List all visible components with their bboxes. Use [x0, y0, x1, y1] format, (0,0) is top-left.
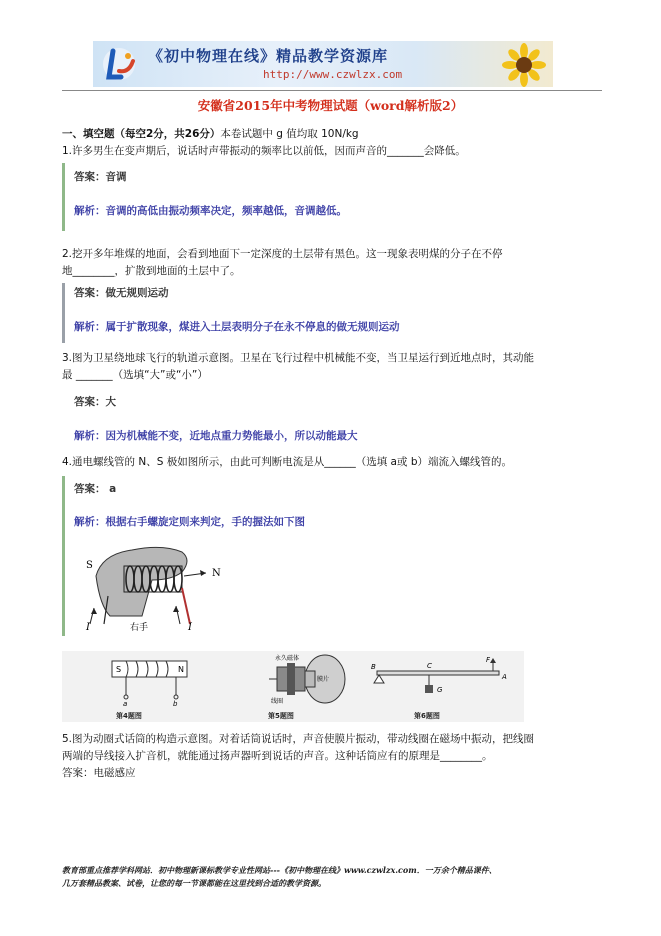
- question-3-line2: 最 _______（选填“大”或“小”）: [62, 369, 208, 381]
- answer-block-2: [62, 283, 482, 343]
- question-5-line1: 5.图为动圈式话筒的构造示意图。对着话筒说话时，声音使膜片振动，带动线圈在磁场中振动，把线圈: [62, 733, 535, 745]
- explanation-4: 解析：根据右手螺旋定则来判定，手的握法如下图: [74, 516, 305, 528]
- answer-bar: [62, 163, 65, 231]
- answer-block-3: [62, 392, 462, 446]
- fig4-s-label: S: [116, 665, 122, 674]
- question-5-line2: 两端的导线接入扩音机，就能通过扬声器听到说话的声音。这种话筒应有的原理是________。: [62, 750, 493, 762]
- fig5-magnet-label: 永久磁体: [275, 655, 300, 662]
- answer-5: 答案：电磁感应: [62, 767, 136, 779]
- document-title: 安徽省2015年中考物理试题（word解析版2）: [197, 98, 464, 113]
- explanation-1: 解析：音调的高低由振动频率决定，频率越低，音调越低。: [74, 205, 347, 217]
- fig5-membrane-label: 膜片: [317, 676, 330, 683]
- answer-block-4: [62, 476, 362, 636]
- answer-1: 答案：音调: [74, 171, 127, 183]
- fig6-caption: 第6题图: [414, 712, 440, 720]
- question-2-line2: 地________，扩散到地面的土层中了。: [62, 265, 241, 277]
- question-2-line1: 2.挖开多年堆煤的地面，会看到地面下一定深度的土层带有黑色。这一现象表明煤的分子在不停: [62, 248, 503, 260]
- figure-5-microphone: [247, 653, 367, 707]
- figures-strip: [62, 651, 524, 722]
- answer-4: 答案： a: [74, 483, 117, 495]
- footer-line-2: 几万套精品教案、试卷，让您的每一节课都能在这里找到合适的教学资源。: [62, 878, 326, 888]
- fig4-n-label: N: [178, 665, 184, 674]
- fig4-caption: 第4题图: [116, 712, 142, 720]
- fig4-b-label: b: [173, 700, 178, 707]
- answer-bar: [62, 283, 65, 343]
- question-3-line1: 3.图为卫星绕地球飞行的轨道示意图。卫星在飞行过程中机械能不变，当卫星运行到近地点时，其动能: [62, 352, 535, 364]
- site-logo-icon: [99, 45, 139, 83]
- page-footer: [62, 864, 602, 890]
- fig-n-label: N: [212, 568, 221, 579]
- section-note: 本卷试题中 g 值均取 10N/kg: [220, 128, 359, 140]
- explanation-2: 解析：属于扩散现象，煤进入土层表明分子在永不停息的做无规则运动: [74, 321, 400, 333]
- fig-current-label-left: I: [86, 622, 90, 631]
- banner-title: 《初中物理在线》精品教学资源库: [148, 47, 389, 65]
- fig6-c-label: C: [427, 662, 432, 670]
- fig5-coil-label: 线圈: [271, 698, 284, 705]
- answer-2: 答案：做无规则运动: [74, 287, 169, 299]
- fig6-a-label: A: [502, 673, 507, 681]
- answer-bar: [62, 476, 65, 636]
- sunflower-icon: [499, 43, 549, 87]
- figure-4-solenoid: [92, 657, 212, 707]
- right-hand-rule-figure: [82, 536, 262, 631]
- fig6-b-label: B: [371, 663, 376, 671]
- fig4-a-label: a: [123, 700, 128, 707]
- answer-3: 答案：大: [74, 396, 116, 408]
- fig6-f-label: F: [486, 656, 491, 664]
- fig5-caption: 第5题图: [268, 712, 294, 720]
- fig-current-label-right: I: [188, 622, 192, 631]
- header-banner: [93, 41, 553, 87]
- section-heading-row: [62, 126, 359, 142]
- fig-s-label: S: [86, 560, 93, 571]
- answer-block-1: [62, 163, 462, 231]
- figure-6-lever: [367, 655, 517, 707]
- banner-url[interactable]: http://www.czwlzx.com: [263, 68, 403, 81]
- question-4-text: 4.通电螺线管的 N、S 极如图所示，由此可判断电流是从______（选填 a或 b）端流入螺线管的。: [62, 456, 512, 468]
- question-1-text: 1.许多男生在变声期后，说话时声带振动的频率比以前低，因而声音的_______会降低。: [62, 145, 466, 157]
- header-rule: [62, 90, 602, 91]
- footer-line-1: 教育部重点推荐学科网站．初中物理新课标教学专业性网站---《初中物理在线》www.czwlzx.com．一万余个精品课件、: [62, 865, 497, 875]
- section-heading: 一、填空题（每空2分，共26分）: [62, 128, 221, 140]
- fig6-g-label: G: [437, 686, 443, 694]
- fig-hand-label: 右手: [130, 623, 149, 631]
- explanation-3: 解析：因为机械能不变，近地点重力势能最小，所以动能最大: [74, 430, 358, 442]
